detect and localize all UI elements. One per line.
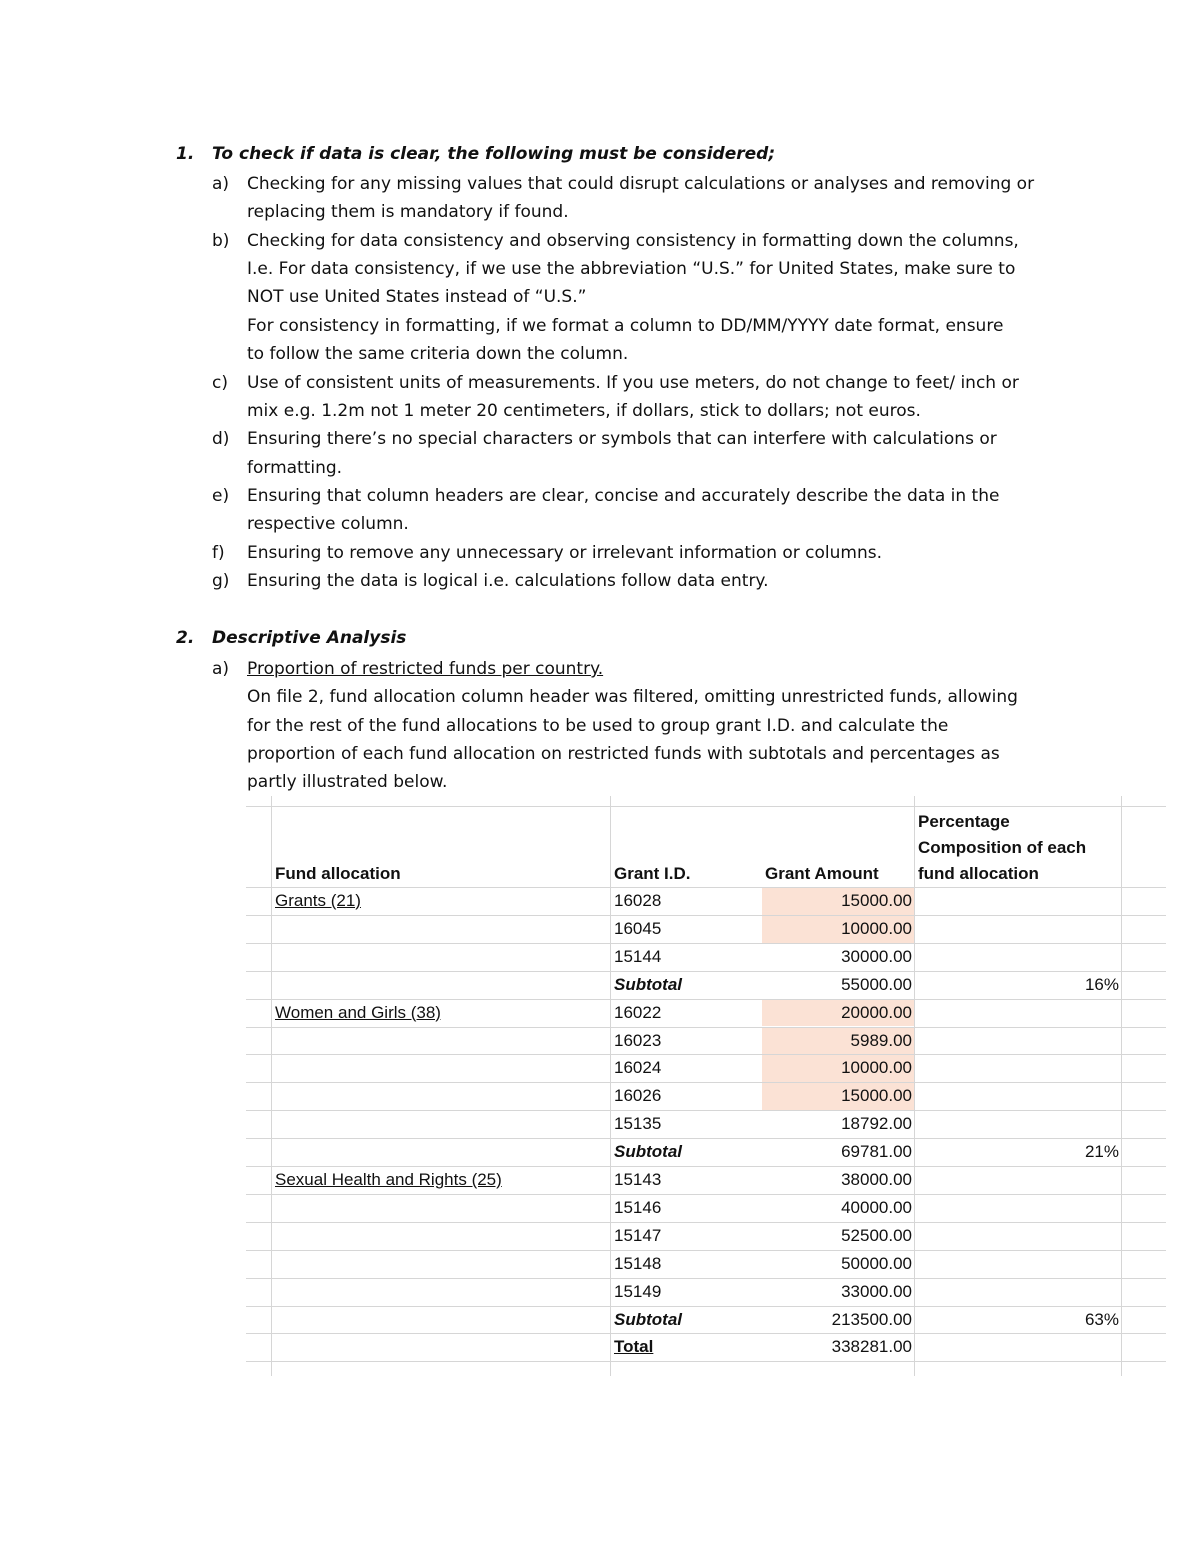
grant-id-cell: 15143 [614,1170,662,1189]
header-grant-amount: Grant Amount [765,864,879,883]
grant-amount-cell: 10000.00 [841,918,912,938]
grant-id-cell: 16045 [614,918,662,938]
section-1-title: To check if data is clear, the following must be considered; [212,144,776,164]
grid-line [246,1222,1166,1223]
paragraph-line: proportion of each fund allocation on restricted funds with subtotals and percentages as [247,743,1000,764]
percentage-cell: 63% [1084,1309,1119,1329]
section-2-title: Descriptive Analysis [212,628,407,648]
grant-amount-cell: 213500.00 [831,1309,912,1329]
fund-allocation-cell: Sexual Health and Rights (25) [275,1170,502,1189]
list-label: d) [212,429,230,450]
grid-line [246,971,1166,972]
grid-line [1121,796,1122,1376]
grid-line [246,806,1166,807]
grant-id-cell: 15135 [614,1114,662,1134]
grid-line [246,1110,1166,1111]
grant-id-cell: 15144 [614,946,662,966]
grant-id-cell: 16024 [614,1058,662,1078]
grant-amount-cell: 15000.00 [841,891,912,910]
grid-line [246,943,1166,944]
grant-amount-cell: 40000.00 [841,1197,912,1217]
header-percentage-line3: fund allocation [918,864,1039,883]
grid-line [246,1166,1166,1167]
grant-amount-cell: 50000.00 [841,1253,912,1273]
fund-allocation-table [246,796,1166,1376]
grant-id-cell: 15146 [614,1197,662,1217]
grant-amount-cell: 52500.00 [841,1225,912,1245]
grid-line [246,1278,1166,1279]
paragraph-line: replacing them is mandatory if found. [247,202,569,223]
list-label: a) [212,659,230,679]
subtotal-label: Subtotal [614,1309,682,1329]
grant-amount-cell: 10000.00 [841,1058,912,1078]
paragraph-line: for the rest of the fund allocations to be used to group grant I.D. and calculate the [247,715,949,736]
grant-amount-cell: 5989.00 [850,1030,912,1050]
fund-allocation-cell: Women and Girls (38) [275,1002,441,1022]
list-label: g) [212,571,230,592]
grant-amount-cell: 338281.00 [831,1337,912,1357]
grid-line [246,1361,1166,1362]
total-label: Total [614,1337,654,1357]
grid-line [914,796,915,1376]
fund-allocation-cell: Grants (21) [275,891,361,910]
grid-line [246,1054,1166,1055]
list-label: f) [212,542,225,563]
grant-id-cell: 16022 [614,1002,662,1022]
grant-amount-cell: 33000.00 [841,1281,912,1301]
grid-line [271,796,272,1376]
paragraph-line: NOT use United States instead of “U.S.” [247,287,587,308]
paragraph-line: For consistency in formatting, if we format a column to DD/MM/YYYY date format, ensure [247,315,1004,336]
header-percentage-line1: Percentage [918,812,1010,831]
grid-line [246,1306,1166,1307]
list-label: c) [212,372,228,393]
grant-id-cell: 15148 [614,1253,662,1273]
grant-id-cell: 16023 [614,1030,662,1050]
grant-amount-cell: 69781.00 [841,1142,912,1162]
grid-line [246,999,1166,1000]
paragraph-line: partly illustrated below. [247,772,448,793]
grid-line [246,915,1166,916]
paragraph-line: Checking for data consistency and observing consistency in formatting down the columns, [247,230,1019,251]
paragraph-line: On file 2, fund allocation column header was filtered, omitting unrestricted funds, allowing [247,687,1018,708]
header-percentage-line2: Composition of each [918,838,1087,857]
paragraph-line: Ensuring the data is logical i.e. calculations follow data entry. [247,571,769,592]
paragraph-line: respective column. [247,514,409,535]
paragraph-line: to follow the same criteria down the column. [247,343,629,364]
header-grant-id: Grant I.D. [614,864,691,883]
grid-line [246,1138,1166,1139]
grid-line [246,1250,1166,1251]
item-a-title: Proportion of restricted funds per country. [247,659,604,679]
grid-line [610,796,611,1376]
paragraph-line: Ensuring there’s no special characters or symbols that can interfere with calculations or [247,429,997,450]
grant-amount-cell: 15000.00 [841,1086,912,1106]
grid-line [246,887,1166,888]
grid-line [246,1082,1166,1083]
section-2-number: 2. [176,628,195,648]
grid-line [246,1333,1166,1334]
grant-amount-cell: 38000.00 [841,1170,912,1189]
list-label: e) [212,486,230,507]
list-label: b) [212,230,230,251]
grid-line [246,1027,1166,1028]
grant-amount-cell: 20000.00 [841,1002,912,1022]
paragraph-line: Ensuring to remove any unnecessary or irrelevant information or columns. [247,542,883,563]
paragraph-line: Checking for any missing values that could disrupt calculations or analyses and removing or [247,174,1035,194]
paragraph-line: mix e.g. 1.2m not 1 meter 20 centimeters, if dollars, stick to dollars; not euros. [247,400,921,421]
grant-id-cell: 15147 [614,1225,662,1245]
percentage-cell: 21% [1084,1142,1119,1162]
grant-id-cell: 16028 [614,891,662,910]
grid-line [246,1194,1166,1195]
paragraph-line: Use of consistent units of measurements. If you use meters, do not change to feet/ inch or [247,372,1019,393]
grant-amount-cell: 55000.00 [841,974,912,994]
header-fund-allocation: Fund allocation [275,864,401,883]
percentage-cell: 16% [1084,974,1119,994]
paragraph-line: I.e. For data consistency, if we use the abbreviation “U.S.” for United States, make sure to [247,259,1016,280]
subtotal-label: Subtotal [614,1142,682,1162]
section-1-number: 1. [176,144,195,164]
paragraph-line: formatting. [247,457,343,478]
grant-amount-cell: 30000.00 [841,946,912,966]
list-label: a) [212,174,230,194]
paragraph-line: Ensuring that column headers are clear, concise and accurately describe the data in the [247,486,1000,507]
grant-amount-cell: 18792.00 [841,1114,912,1134]
grant-id-cell: 16026 [614,1086,662,1106]
grant-id-cell: 15149 [614,1281,662,1301]
subtotal-label: Subtotal [614,974,682,994]
